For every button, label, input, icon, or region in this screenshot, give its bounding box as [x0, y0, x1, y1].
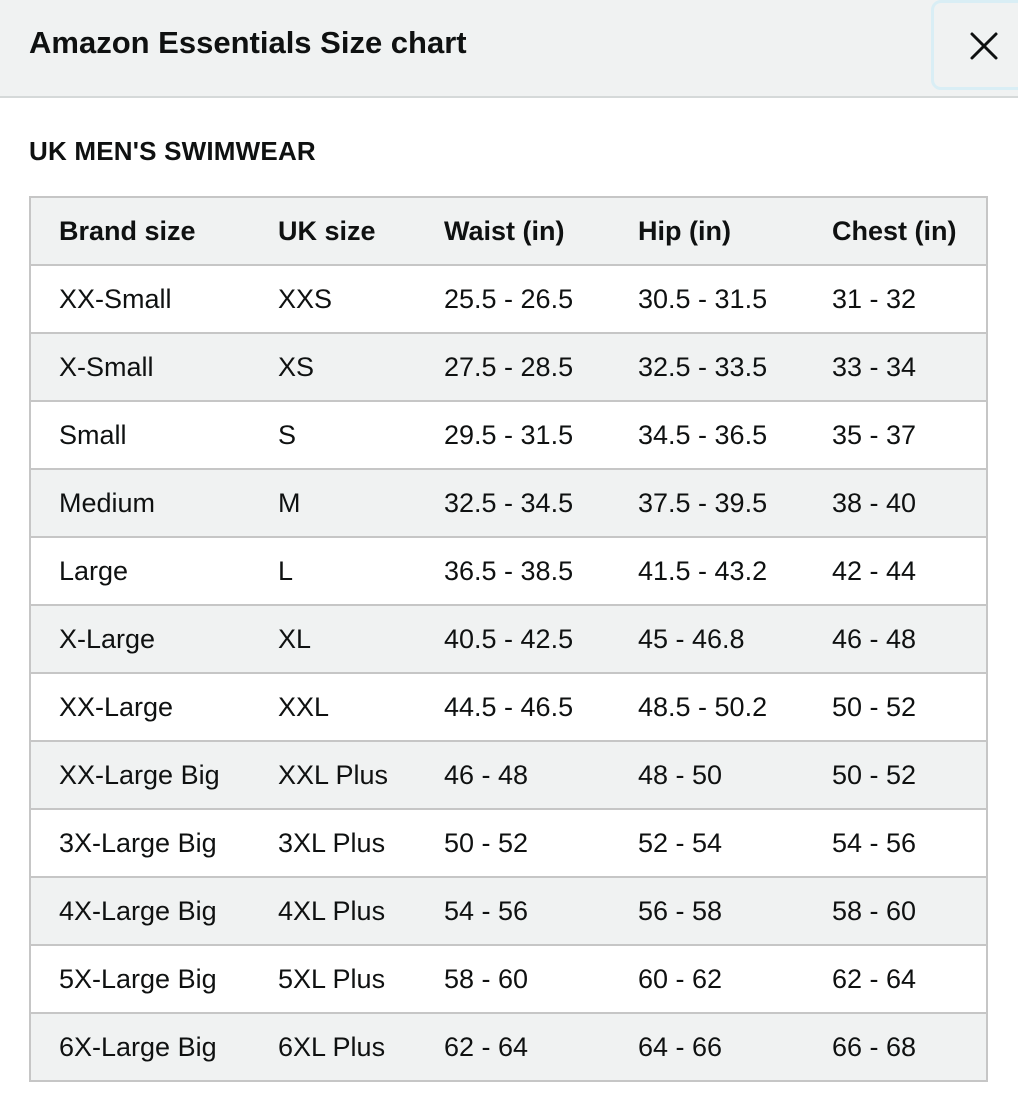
table-row — [30, 945, 987, 1013]
cell-hip: 45 - 46.8 — [638, 605, 832, 673]
cell-uk-size: S — [278, 401, 444, 469]
cell-brand-size: Medium — [30, 469, 278, 537]
cell-brand-size: Small — [30, 401, 278, 469]
cell-uk-size: L — [278, 537, 444, 605]
cell-chest: 35 - 37 — [832, 401, 987, 469]
cell-uk-size: 5XL Plus — [278, 945, 444, 1013]
cell-waist: 46 - 48 — [444, 741, 638, 809]
column-header-brand-size: Brand size — [30, 197, 278, 265]
cell-hip: 64 - 66 — [638, 1013, 832, 1081]
cell-chest: 42 - 44 — [832, 537, 987, 605]
cell-brand-size: X-Large — [30, 605, 278, 673]
column-header-uk-size: UK size — [278, 197, 444, 265]
cell-waist: 54 - 56 — [444, 877, 638, 945]
table-row — [30, 265, 987, 333]
cell-waist: 50 - 52 — [444, 809, 638, 877]
cell-uk-size: 3XL Plus — [278, 809, 444, 877]
cell-chest: 50 - 52 — [832, 673, 987, 741]
cell-waist: 29.5 - 31.5 — [444, 401, 638, 469]
cell-chest: 62 - 64 — [832, 945, 987, 1013]
cell-uk-size: XS — [278, 333, 444, 401]
column-header-waist: Waist (in) — [444, 197, 638, 265]
cell-waist: 40.5 - 42.5 — [444, 605, 638, 673]
cell-chest: 31 - 32 — [832, 265, 987, 333]
cell-hip: 60 - 62 — [638, 945, 832, 1013]
table-row — [30, 333, 987, 401]
section-title: UK MEN'S SWIMWEAR — [29, 136, 316, 166]
cell-waist: 27.5 - 28.5 — [444, 333, 638, 401]
column-header-chest: Chest (in) — [832, 197, 987, 265]
cell-chest: 38 - 40 — [832, 469, 987, 537]
table-row — [30, 809, 987, 877]
table-row — [30, 673, 987, 741]
table-row — [30, 401, 987, 469]
cell-waist: 25.5 - 26.5 — [444, 265, 638, 333]
cell-brand-size: 3X-Large Big — [30, 809, 278, 877]
cell-brand-size: X-Small — [30, 333, 278, 401]
cell-brand-size: 6X-Large Big — [30, 1013, 278, 1081]
cell-hip: 30.5 - 31.5 — [638, 265, 832, 333]
table-row — [30, 469, 987, 537]
cell-hip: 37.5 - 39.5 — [638, 469, 832, 537]
close-button[interactable] — [931, 0, 1018, 90]
cell-chest: 33 - 34 — [832, 333, 987, 401]
cell-uk-size: M — [278, 469, 444, 537]
cell-hip: 34.5 - 36.5 — [638, 401, 832, 469]
cell-uk-size: 6XL Plus — [278, 1013, 444, 1081]
table-header-row — [30, 197, 987, 265]
cell-chest: 46 - 48 — [832, 605, 987, 673]
table-row — [30, 741, 987, 809]
cell-hip: 48.5 - 50.2 — [638, 673, 832, 741]
close-icon — [969, 31, 999, 61]
cell-hip: 32.5 - 33.5 — [638, 333, 832, 401]
cell-waist: 36.5 - 38.5 — [444, 537, 638, 605]
cell-brand-size: XX-Large — [30, 673, 278, 741]
cell-chest: 58 - 60 — [832, 877, 987, 945]
cell-uk-size: 4XL Plus — [278, 877, 444, 945]
cell-chest: 54 - 56 — [832, 809, 987, 877]
cell-uk-size: XXL — [278, 673, 444, 741]
cell-brand-size: XX-Large Big — [30, 741, 278, 809]
cell-waist: 58 - 60 — [444, 945, 638, 1013]
modal-header — [0, 0, 1018, 98]
cell-chest: 66 - 68 — [832, 1013, 987, 1081]
cell-uk-size: XL — [278, 605, 444, 673]
cell-waist: 44.5 - 46.5 — [444, 673, 638, 741]
cell-hip: 41.5 - 43.2 — [638, 537, 832, 605]
cell-brand-size: Large — [30, 537, 278, 605]
table-row — [30, 877, 987, 945]
size-chart-table — [29, 196, 988, 1082]
cell-hip: 48 - 50 — [638, 741, 832, 809]
cell-hip: 56 - 58 — [638, 877, 832, 945]
table-row — [30, 537, 987, 605]
cell-chest: 50 - 52 — [832, 741, 987, 809]
cell-hip: 52 - 54 — [638, 809, 832, 877]
cell-brand-size: 4X-Large Big — [30, 877, 278, 945]
cell-brand-size: XX-Small — [30, 265, 278, 333]
cell-brand-size: 5X-Large Big — [30, 945, 278, 1013]
column-header-hip: Hip (in) — [638, 197, 832, 265]
table-row — [30, 605, 987, 673]
cell-waist: 32.5 - 34.5 — [444, 469, 638, 537]
table-row — [30, 1013, 987, 1081]
cell-waist: 62 - 64 — [444, 1013, 638, 1081]
cell-uk-size: XXL Plus — [278, 741, 444, 809]
cell-uk-size: XXS — [278, 265, 444, 333]
modal-title: Amazon Essentials Size chart — [29, 25, 467, 60]
